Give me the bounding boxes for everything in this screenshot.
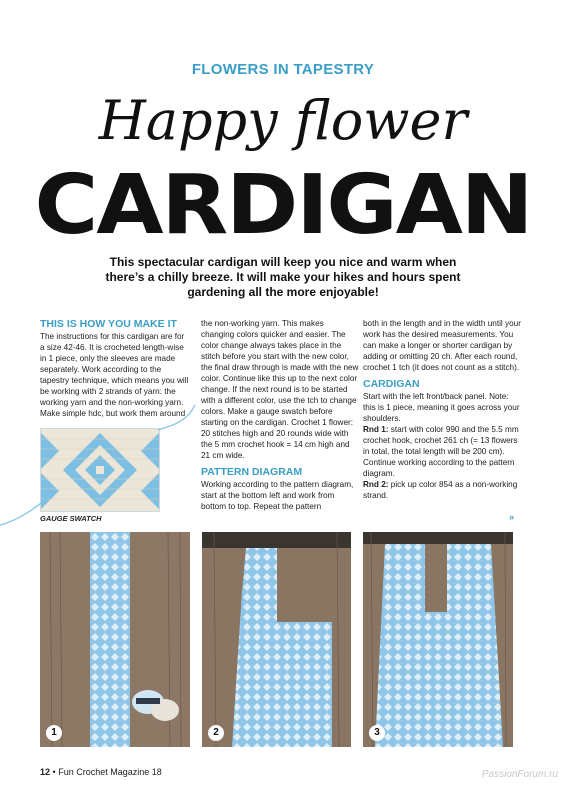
round-2-text: pick up color 854 as a non-working strand. xyxy=(363,480,518,500)
title-script: Happy flower xyxy=(98,89,468,152)
column-3-body: both in the length and in the width until your work has the desired measurements. You can make a longer or shorter cardigan by adding or omitting 20 ch. After each round, crochet 1 tch (it does not count as a stitch). xyxy=(363,319,521,372)
pattern-diagram-body: Working according to the pattern diagram, start at the bottom left and work from bottom to top. Repeat the pattern xyxy=(201,480,354,511)
round-1 xyxy=(363,424,523,479)
watermark: PassionForum.ru xyxy=(481,769,558,780)
photo-number: 3 xyxy=(369,725,385,741)
column-3 xyxy=(363,318,523,501)
round-1-text: start with color 990 and the 5.5 mm crochet hook, crochet 261 ch (= 13 flowers in total, the total length will be 200 cm). Continue working according to the pattern diagram. xyxy=(363,425,519,478)
kicker: FLOWERS IN TAPESTRY xyxy=(191,61,375,78)
photo-3 xyxy=(363,532,513,747)
cardigan-heading: CARDIGAN xyxy=(363,378,420,390)
page-number: 12 xyxy=(40,767,51,777)
photo-2 xyxy=(202,532,351,747)
footer xyxy=(40,767,162,777)
section-body: The instructions for this cardigan are for a size 42-46. It is crocheted length-wise in 1 piece, only the sleeves are made separately. Work according to the tapestry technique, which means you will be working with 2 strands of yarn: the working yarn and the non-working yarn. Make simple hdc, but work them around xyxy=(40,332,189,418)
photo-1 xyxy=(40,532,190,747)
round-2 xyxy=(363,479,523,501)
photo-number: 1 xyxy=(46,725,62,741)
column-2 xyxy=(201,318,359,512)
title-big: CARDIGAN xyxy=(34,158,532,253)
column-2-body: the non-working yarn. This makes changing colors quicker and easier. The color change always takes place in the stitch before you start with the new color, the final draw through is made with the new color. Continue like this up to the next color change. If the next round is to be started with a different color, use the tch to change colors. Make a gauge swatch before starting on the cardigan. Crochet 1 flower: 20 stitches high and 20 rounds wide with the 5 mm crochet hook = 14 cm high and 21 cm wide. xyxy=(201,319,359,460)
round-1-label: Rnd 1: xyxy=(363,425,389,434)
magazine-name: Fun Crochet Magazine 18 xyxy=(58,767,162,777)
cardigan-body: Start with the left front/back panel. Note: this is 1 piece, meaning it goes across your shoulders. xyxy=(363,392,520,423)
round-2-label: Rnd 2: xyxy=(363,480,389,489)
swatch-caption: GAUGE SWATCH xyxy=(40,514,102,523)
footer-bullet: • xyxy=(52,767,56,777)
intro-text: This spectacular cardigan will keep you nice and warm when there’s a chilly breeze. It will make your hikes and hours spent gardening all the more enjoyable! xyxy=(105,255,461,299)
continue-arrow: » xyxy=(509,512,515,522)
pattern-diagram-heading: PATTERN DIAGRAM xyxy=(201,466,303,478)
section-heading: THIS IS HOW YOU MAKE IT xyxy=(40,318,177,330)
photo-number: 2 xyxy=(208,725,224,741)
